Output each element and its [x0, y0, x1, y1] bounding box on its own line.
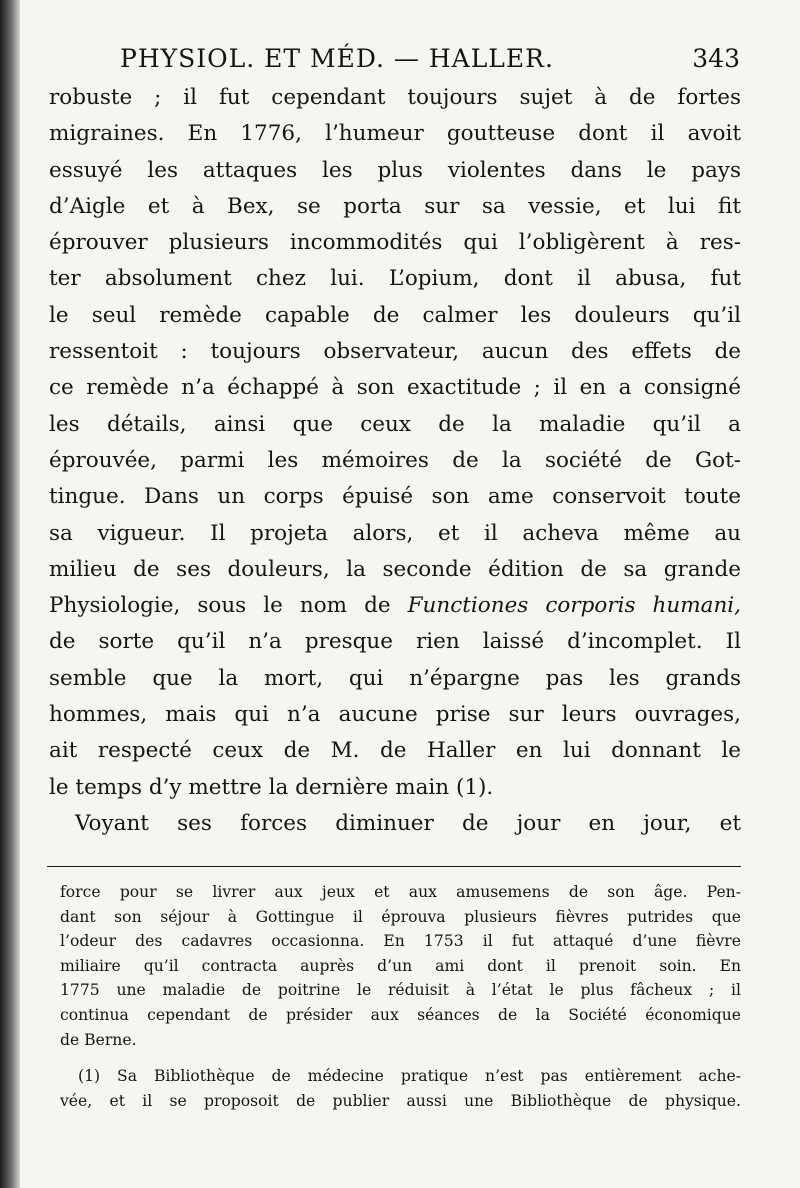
text-line: ait respecté ceux de M. de Haller en lui donnant le: [49, 738, 741, 764]
text-line: tingue. Dans un corps épuisé son ame conservoit toute: [49, 484, 741, 510]
text-line: ter absolument chez lui. L’opium, dont il abusa, fut: [49, 266, 741, 292]
text-line: les détails, ainsi que ceux de la maladie qu’il a: [49, 411, 741, 437]
footnote-line: dant son séjour à Gottingue il éprouva plusieurs fièvres putrides que: [60, 907, 741, 926]
footnote-line: l’odeur des cadavres occasionna. En 1753 il fut attaqué d’une fièvre: [60, 932, 741, 951]
footnote-divider: [47, 866, 741, 867]
text-line: de sorte qu’il n’a presque rien laissé d’incomplet. Il: [49, 629, 741, 655]
text-line: le temps d’y mettre la dernière main (1).: [49, 774, 494, 800]
footnotes: [60, 880, 741, 1113]
footnote-line: force pour se livrer aux jeux et aux amusemens de son âge. Pen-: [60, 883, 741, 901]
text-line: Voyant ses forces diminuer de jour en jour, et: [75, 810, 741, 836]
text-line-segment: Physiologie, sous le nom de: [49, 593, 408, 619]
book-spine-shadow: [0, 0, 20, 1188]
text-line: milieu de ses douleurs, la seconde édition de sa grande: [49, 556, 741, 582]
text-line: robuste ; il fut cependant toujours sujet à de fortes: [49, 85, 741, 110]
main-text: [49, 80, 741, 842]
text-line: éprouvée, parmi les mémoires de la société de Got-: [49, 447, 741, 473]
text-line: d’Aigle et à Bex, se porta sur sa vessie, et lui fit: [49, 193, 741, 219]
footnote-line: (1) Sa Bibliothèque de médecine pratique n’est pas entièrement ache-: [78, 1067, 741, 1086]
text-line: ressentoit : toujours observateur, aucun des effets de: [49, 339, 741, 365]
page-number: 343: [692, 44, 740, 73]
footnote-line: vée, et il se proposoit de publier aussi une Bibliothèque de physique.: [60, 1091, 741, 1110]
text-line: migraines. En 1776, l’humeur goutteuse dont il avoit: [49, 121, 741, 147]
text-line: ce remède n’a échappé à son exactitude ; il en a consigné: [49, 375, 741, 401]
book-title: Functiones corporis humani,: [407, 593, 742, 619]
text-line: le seul remède capable de calmer les douleurs qu’il: [49, 302, 741, 328]
footnote-line: continua cependant de présider aux séances de la Société économique: [60, 1005, 741, 1024]
text-line: éprouver plusieurs incommodités qui l’obligèrent à res-: [49, 230, 741, 256]
footnote-line: 1775 une maladie de poitrine le réduisit à l’état le plus fâcheux ; il: [60, 981, 741, 1000]
text-line: semble que la mort, qui n’épargne pas les grands: [49, 665, 741, 691]
running-title: PHYSIOL. ET MÉD. — HALLER.: [120, 44, 554, 73]
text-line: essuyé les attaques les plus violentes dans le pays: [49, 157, 741, 183]
text-line: sa vigueur. Il projeta alors, et il acheva même au: [49, 520, 741, 546]
text-line: hommes, mais qui n’a aucune prise sur leurs ouvrages,: [49, 702, 741, 728]
running-header: [120, 44, 740, 82]
footnote-line: de Berne.: [60, 1030, 137, 1049]
footnote-line: miliaire qu’il contracta auprès d’un ami dont il prenoit soin. En: [60, 956, 741, 975]
text-line-with-title: [49, 588, 741, 624]
